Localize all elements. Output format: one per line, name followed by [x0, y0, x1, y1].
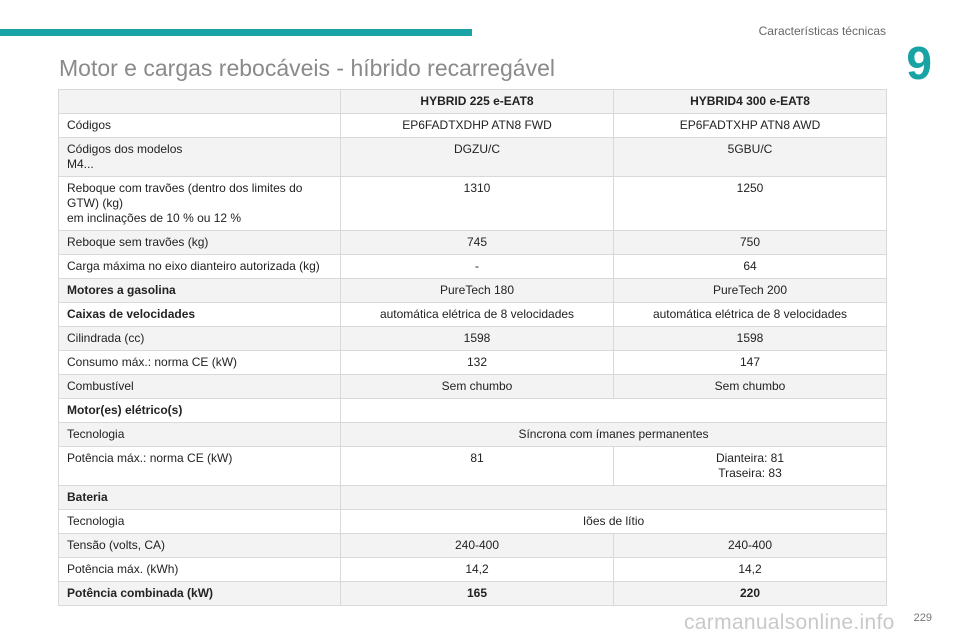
table-row	[59, 177, 887, 231]
row-label: Cilindrada (cc)	[59, 327, 341, 351]
row-value: 14,2	[614, 558, 887, 582]
row-label: Reboque com travões (dentro dos limites do GTW) (kg) em inclinações de 10 % ou 12 %	[59, 177, 341, 231]
row-label: Reboque sem travões (kg)	[59, 231, 341, 255]
row-value: PureTech 200	[614, 279, 887, 303]
row-value: 220	[614, 582, 887, 606]
row-value-merged: Iões de lítio	[341, 510, 887, 534]
row-value: Sem chumbo	[614, 375, 887, 399]
page-number: 229	[913, 612, 932, 624]
table-row	[59, 375, 887, 399]
row-value: 240-400	[614, 534, 887, 558]
row-value: DGZU/C	[341, 138, 614, 177]
row-value: 5GBU/C	[614, 138, 887, 177]
table-row	[59, 510, 887, 534]
section-label-battery: Bateria	[59, 486, 341, 510]
table-row	[59, 327, 887, 351]
row-value: 132	[341, 351, 614, 375]
table-row	[59, 138, 887, 177]
section-empty-cell	[341, 399, 887, 423]
row-value: 1598	[614, 327, 887, 351]
table-section-row	[59, 486, 887, 510]
row-label: Tecnologia	[59, 423, 341, 447]
page-title: Motor e cargas rebocáveis - híbrido recarregável	[59, 55, 556, 81]
row-value: Dianteira: 81 Traseira: 83	[614, 447, 887, 486]
row-label: Consumo máx.: norma CE (kW)	[59, 351, 341, 375]
row-value: 81	[341, 447, 614, 486]
row-value: 14,2	[341, 558, 614, 582]
table-row	[59, 279, 887, 303]
table-row	[59, 558, 887, 582]
table-header-row	[59, 90, 887, 114]
row-label: Códigos	[59, 114, 341, 138]
row-value: PureTech 180	[341, 279, 614, 303]
row-value: 1250	[614, 177, 887, 231]
table-row	[59, 351, 887, 375]
row-label: Potência combinada (kW)	[59, 582, 341, 606]
header-cell-hybrid225: HYBRID 225 e-EAT8	[341, 90, 614, 114]
table-row	[59, 447, 887, 486]
row-value: 750	[614, 231, 887, 255]
row-value: 1310	[341, 177, 614, 231]
chapter-number: 9	[906, 37, 932, 89]
row-value: 64	[614, 255, 887, 279]
table-row	[59, 231, 887, 255]
row-value: automática elétrica de 8 velocidades	[341, 303, 614, 327]
row-value: -	[341, 255, 614, 279]
specs-table	[58, 89, 887, 606]
row-label: Potência máx. (kWh)	[59, 558, 341, 582]
section-label-electric-motors: Motor(es) elétrico(s)	[59, 399, 341, 423]
row-label: Carga máxima no eixo dianteiro autorizada (kg)	[59, 255, 341, 279]
row-value: 240-400	[341, 534, 614, 558]
row-value: 1598	[341, 327, 614, 351]
row-value: 745	[341, 231, 614, 255]
row-label: Potência máx.: norma CE (kW)	[59, 447, 341, 486]
row-label: Motores a gasolina	[59, 279, 341, 303]
row-label: Combustível	[59, 375, 341, 399]
table-row	[59, 114, 887, 138]
header-cell-empty	[59, 90, 341, 114]
row-value: 165	[341, 582, 614, 606]
header-accent-bar	[0, 29, 472, 36]
table-row	[59, 423, 887, 447]
row-label: Tensão (volts, CA)	[59, 534, 341, 558]
header-cell-hybrid4-300: HYBRID4 300 e-EAT8	[614, 90, 887, 114]
row-value: EP6FADTXHP ATN8 AWD	[614, 114, 887, 138]
section-title: Características técnicas	[758, 24, 886, 38]
watermark: carmanualsonline.info	[684, 611, 895, 634]
row-label: Tecnologia	[59, 510, 341, 534]
table-row	[59, 534, 887, 558]
row-value-merged: Síncrona com ímanes permanentes	[341, 423, 887, 447]
row-label: Caixas de velocidades	[59, 303, 341, 327]
row-label: Códigos dos modelos M4...	[59, 138, 341, 177]
table-row	[59, 582, 887, 606]
row-value: EP6FADTXDHP ATN8 FWD	[341, 114, 614, 138]
section-empty-cell	[341, 486, 887, 510]
table-row	[59, 255, 887, 279]
table-row	[59, 303, 887, 327]
row-value: Sem chumbo	[341, 375, 614, 399]
table-section-row	[59, 399, 887, 423]
row-value: automática elétrica de 8 velocidades	[614, 303, 887, 327]
row-value: 147	[614, 351, 887, 375]
